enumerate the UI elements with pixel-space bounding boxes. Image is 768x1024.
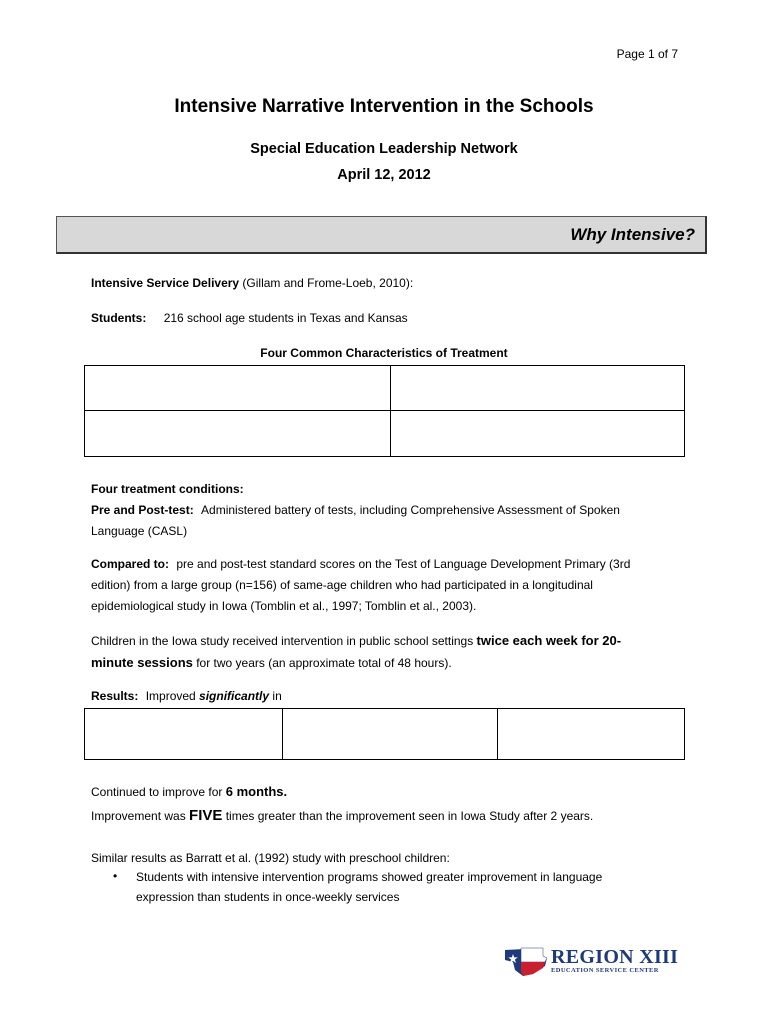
texas-flag-icon: [503, 946, 549, 978]
characteristics-table: [84, 365, 685, 457]
characteristics-cell: [85, 411, 391, 457]
results-text: Improved: [145, 689, 200, 703]
results-emphasis: significantly: [199, 689, 270, 703]
results-cell: [85, 709, 283, 760]
results-text: in: [269, 689, 282, 703]
students-label: Students:: [91, 311, 147, 325]
characteristics-cell: [391, 366, 685, 411]
iowa-emphasis: twice each week for 20-: [476, 633, 622, 648]
improvement-emphasis: FIVE: [189, 807, 223, 824]
service-delivery-citation: (Gillam and Frome-Loeb, 2010):: [239, 276, 414, 290]
iowa-emphasis: minute sessions: [91, 655, 193, 670]
compared-line-1: [91, 554, 630, 575]
pre-post-line-2: Language (CASL): [91, 524, 188, 538]
continued-emphasis: 6 months.: [225, 784, 288, 799]
improvement-text: Improvement was: [91, 809, 190, 823]
logo-subtitle: EDUCATION SERVICE CENTER: [551, 967, 659, 974]
document-date: April 12, 2012: [337, 167, 431, 183]
characteristics-title: Four Common Characteristics of Treatment: [260, 346, 508, 360]
continued-text: Continued to improve for: [91, 785, 226, 799]
treatment-conditions-heading: Four treatment conditions:: [91, 482, 244, 496]
document-subtitle: Special Education Leadership Network: [250, 141, 518, 157]
iowa-line-1: [91, 630, 621, 652]
iowa-text: for two years (an approximate total of 48 hours).: [192, 656, 452, 670]
page-number: Page 1 of 7: [616, 47, 678, 61]
compared-text: pre and post-test standard scores on the Test of Language Development Primary (3rd: [176, 557, 631, 571]
continued-line: [91, 781, 287, 803]
section-banner: [56, 216, 707, 254]
logo-name: REGION XIII: [551, 946, 679, 968]
similar-results-line: Similar results as Barratt et al. (1992) study with preschool children:: [91, 851, 450, 865]
bullet-line-1: Students with intensive intervention programs showed greater improvement in language: [136, 870, 603, 884]
compared-line-2: edition) from a large group (n=156) of same-age children who had participated in a longitudinal: [91, 578, 593, 592]
results-line: [91, 686, 282, 707]
section-banner-title: Why Intensive?: [570, 225, 695, 244]
results-label: Results:: [91, 689, 139, 703]
bullet-marker: •: [113, 869, 118, 883]
bullet-text: [136, 867, 656, 907]
students-text: 216 school age students in Texas and Kansas: [163, 311, 408, 325]
improvement-text: times greater than the improvement seen in Iowa Study after 2 years.: [222, 809, 594, 823]
results-cell: [498, 709, 685, 760]
service-delivery-label: Intensive Service Delivery: [91, 276, 240, 290]
pre-post-text: Administered battery of tests, including Comprehensive Assessment of Spoken: [201, 503, 620, 517]
improvement-line: [91, 805, 593, 827]
students-line: [91, 308, 408, 329]
results-table: [84, 708, 685, 760]
compared-line-3: epidemiological study in Iowa (Tomblin et al., 1997; Tomblin et al., 2003).: [91, 599, 477, 613]
iowa-line-2: [91, 652, 452, 674]
results-cell: [283, 709, 498, 760]
pre-post-line-1: [91, 500, 620, 521]
iowa-text: Children in the Iowa study received intervention in public school settings: [91, 634, 477, 648]
compared-label: Compared to:: [91, 557, 169, 571]
document-title: Intensive Narrative Intervention in the Schools: [174, 96, 594, 117]
pre-post-label: Pre and Post-test:: [91, 503, 194, 517]
characteristics-cell: [391, 411, 685, 457]
service-delivery-line: [91, 273, 413, 294]
characteristics-cell: [85, 366, 391, 411]
bullet-line-2: expression than students in once-weekly services: [136, 890, 400, 904]
region-xiii-logo: [503, 946, 681, 978]
